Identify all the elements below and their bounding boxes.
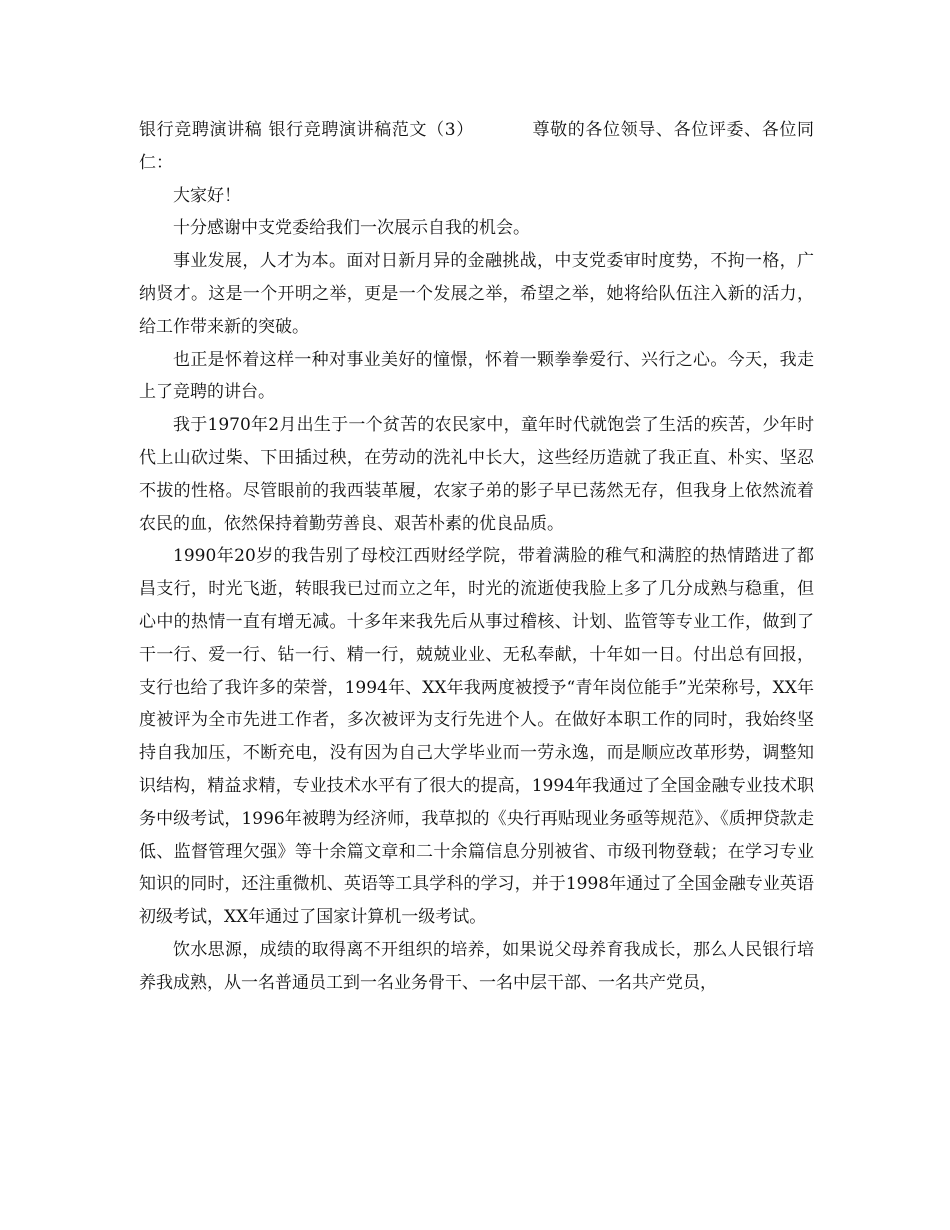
paragraph-3: 事业发展，人才为本。面对日新月异的金融挑战，中支党委审时度势，不拘一格，广纳贤才。这是一个开明之举，更是一个发展之举，希望之举，她将给队伍注入新的活力，给工作带来新的突破。 <box>139 251 814 337</box>
paragraph-6: 1990年20岁的我告别了母校江西财经学院，带着满脸的稚气和满腔的热情踏进了都昌支行，时光飞逝，转眼我已过而立之年，时光的流逝使我脸上多了几分成熟与稳重，但心中的热情一直有增无减。十多年来我先后从事过稽核、计划、监管等专业工作，做到了干一行、爱一行、钻一行、精一行，兢兢业业、无私奉献，十年如一日。付出总有回报，支行也给了我许多的荣誉，1994年、XX年我两度被授予“青年岗位能手”光荣称号，XX年度被评为全市先进工作者，多次被评为支行先进个人。在做好本职工作的同时，我始终坚持自我加压，不断充电，没有因为自己大学毕业而一劳永逸，而是顺应改革形势，调整知识结构，精益求精，专业技术水平有了很大的提高，1994年我通过了全国金融专业技术职务中级考试，1996年被聘为经济师，我草拟的《央行再贴现业务亟等规范》、《质押贷款走低、监督管理欠强》等十余篇文章和二十余篇信息分别被省、市级刊物登载；在学习专业知识的同时，还注重微机、英语等工具学科的学习，并于1998年通过了全国金融专业英语初级考试，XX年通过了国家计算机一级考试。 <box>139 546 814 928</box>
title-line <box>139 114 814 180</box>
paragraph-2: 十分感谢中支党委给我们一次展示自我的机会。 <box>173 218 530 239</box>
paragraph-4: 也正是怀着这样一种对事业美好的憧憬，怀着一颗拳拳爱行、兴行之心。今天，我走上了竞聘的讲台。 <box>139 349 814 403</box>
paragraph-5: 我于1970年2月出生于一个贫苦的农民家中，童年时代就饱尝了生活的疾苦，少年时代上山砍过柴、下田插过秧，在劳动的洗礼中长大，这些经历造就了我正直、朴实、坚忍不拔的性格。尽管眼前的我西装革履，农家子弟的影子早已荡然无存，但我身上依然流着农民的血，依然保持着勤劳善良、艰苦朴素的优良品质。 <box>139 415 814 534</box>
salutation: 尊敬的各位领导、各位评委、各位同仁： <box>139 120 814 173</box>
document-body <box>139 114 814 1000</box>
document-title: 银行竞聘演讲稿 银行竞聘演讲稿范文（3） <box>139 120 474 140</box>
paragraph-7: 饮水思源，成绩的取得离不开组织的培养，如果说父母养育我成长，那么人民银行培养我成熟，从一名普通员工到一名业务骨干、一名中层干部、一名共产党员， <box>139 939 814 993</box>
paragraph-1: 大家好！ <box>173 185 241 206</box>
